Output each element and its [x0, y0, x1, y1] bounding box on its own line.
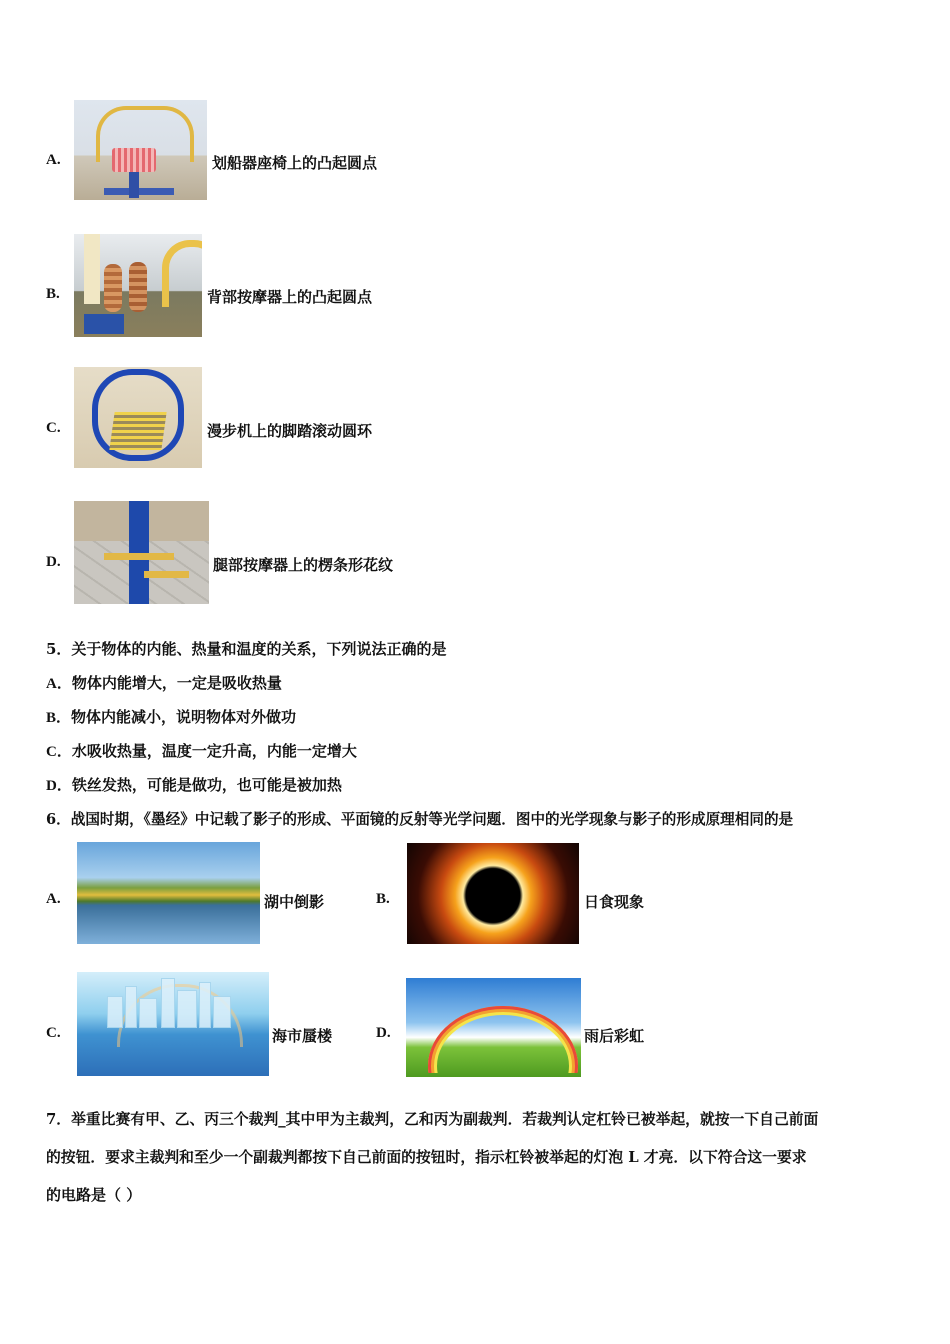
- q5-option-d: [46, 774, 342, 795]
- option-letter: A．: [46, 676, 72, 692]
- option-letter: C.: [46, 1025, 61, 1041]
- solar-eclipse-photo: [407, 843, 579, 944]
- option-text: 背部按摩器上的凸起圆点: [207, 288, 373, 306]
- mirage-photo: [77, 972, 269, 1076]
- option-letter: D.: [376, 1025, 391, 1041]
- option-letter: B.: [46, 286, 60, 302]
- option-letter: C.: [46, 420, 61, 436]
- question-stem-line: 7．举重比赛有甲、乙、丙三个裁判_其中甲为主裁判，乙和丙为副裁判．若裁判认定杠铃已被举起，就按一下自己前面: [46, 1111, 819, 1128]
- option-text: 物体内能增大，一定是吸收热量: [71, 674, 282, 692]
- option-text: 湖中倒影: [264, 893, 325, 911]
- option-letter: C．: [46, 744, 72, 760]
- question-stem: 5．关于物体的内能、热量和温度的关系，下列说法正确的是: [46, 640, 447, 658]
- option-text: 雨后彩虹: [584, 1027, 645, 1045]
- q5-option-b: [46, 706, 296, 727]
- rainbow-photo: [406, 978, 581, 1077]
- option-text: 日食现象: [584, 893, 645, 911]
- question-stem: 6．战国时期，《墨经》中记载了影子的形成、平面镜的反射等光学问题．图中的光学现象与影子的形成原理相同的是: [46, 811, 794, 828]
- option-text: 水吸收热量，温度一定升高，内能一定增大: [71, 742, 357, 760]
- option-text: 漫步机上的脚踏滚动圆环: [207, 422, 373, 440]
- q5-option-c: [46, 740, 357, 761]
- option-text: 铁丝发热，可能是做功，也可能是被加热: [71, 776, 342, 794]
- option-text: 划船器座椅上的凸起圆点: [212, 154, 378, 172]
- option-text: 海市蜃楼: [272, 1027, 333, 1045]
- walking-machine-photo: [74, 367, 202, 468]
- question-stem-line: 的电路是（ ）: [46, 1186, 142, 1204]
- option-letter: D．: [46, 778, 72, 794]
- option-letter: A.: [46, 891, 61, 907]
- lake-reflection-photo: [77, 842, 260, 944]
- q5-option-a: [46, 672, 282, 693]
- option-letter: B.: [376, 891, 390, 907]
- option-text: 物体内能减小，说明物体对外做功: [71, 708, 297, 726]
- option-text: 腿部按摩器上的楞条形花纹: [213, 556, 394, 574]
- leg-massager-photo: [74, 501, 209, 604]
- option-letter: B．: [46, 710, 72, 726]
- rowing-machine-photo: [74, 100, 207, 200]
- option-letter: D.: [46, 554, 61, 570]
- option-letter: A.: [46, 152, 61, 168]
- back-massager-photo: [74, 234, 202, 337]
- question-stem-line: 的按钮．要求主裁判和至少一个副裁判都按下自己前面的按钮时，指示杠铃被举起的灯泡 L 才亮．以下符合这一要求: [46, 1149, 807, 1166]
